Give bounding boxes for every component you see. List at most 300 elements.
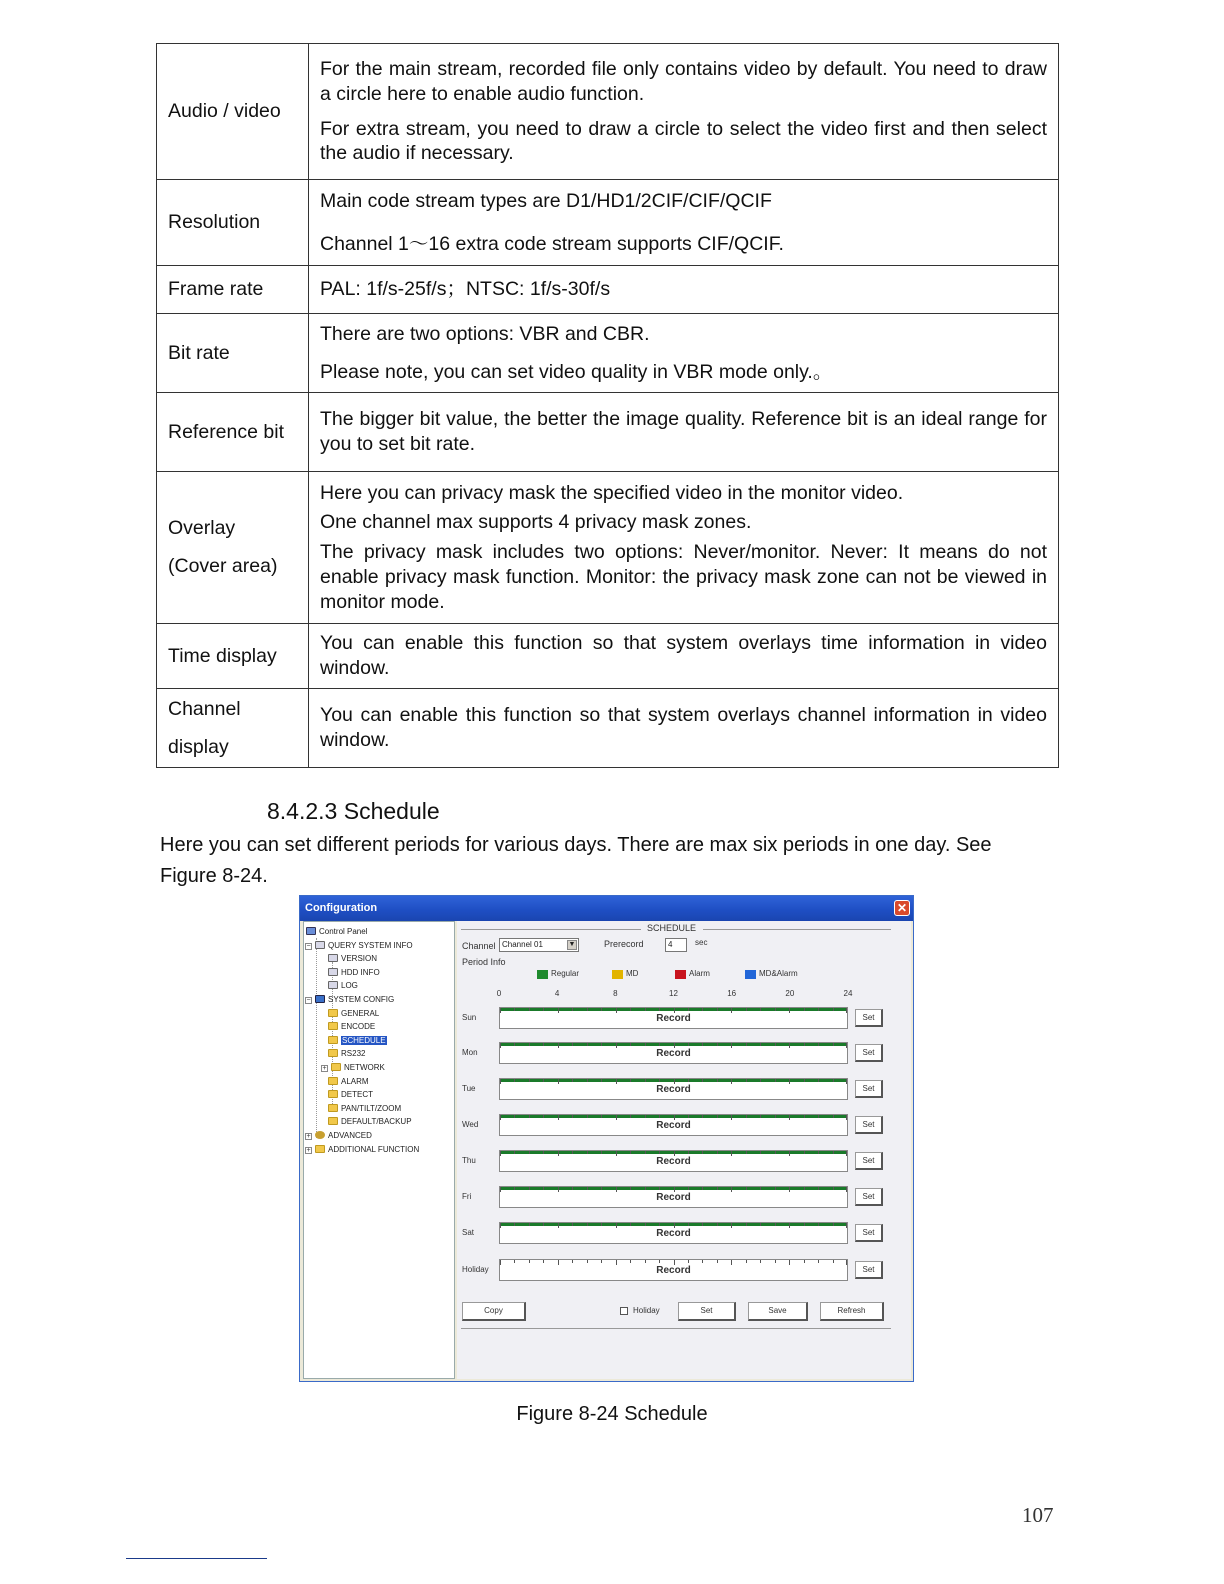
hour-tick-label: 20 [785, 989, 795, 998]
tree-item-label: SCHEDULE [342, 1035, 386, 1045]
folder-icon [315, 1145, 325, 1153]
hour-tick [601, 1187, 602, 1190]
legend-swatch [537, 970, 548, 979]
hour-tick [717, 1008, 718, 1011]
hour-tick [717, 1223, 718, 1226]
hour-tick [587, 1260, 588, 1263]
hour-tick-label: 16 [727, 989, 737, 998]
expand-icon[interactable]: + [306, 1146, 311, 1154]
schedule-bar-label: Record [656, 1084, 691, 1095]
hour-tick [587, 1079, 588, 1082]
tree-item-label: VERSION [341, 954, 378, 964]
hour-tick [645, 1187, 646, 1190]
row-key-cell [157, 472, 309, 624]
close-icon[interactable]: ✕ [894, 900, 910, 916]
hour-tick-label: 24 [843, 989, 853, 998]
hour-tick [717, 1043, 718, 1046]
tree-item[interactable] [305, 994, 394, 1005]
row-description-paragraph: Here you can privacy mask the specified video in the monitor video. [320, 481, 904, 504]
hour-tick [572, 1079, 573, 1082]
hour-tick [702, 1223, 703, 1226]
hour-tick [645, 1008, 646, 1011]
schedule-bar-label: Record [656, 1156, 691, 1167]
schedule-bar[interactable] [499, 1114, 848, 1136]
hour-tick [818, 1043, 819, 1046]
hour-tick [630, 1151, 631, 1154]
hour-tick [543, 1260, 544, 1263]
hour-tick [572, 1151, 573, 1154]
hour-tick [818, 1008, 819, 1011]
row-description-paragraph: There are two options: VBR and CBR. [320, 322, 650, 345]
hour-tick [818, 1079, 819, 1082]
hour-tick [688, 1115, 689, 1118]
intro-paragraph: Here you can set different periods for various days. There are max six periods in one day. See Figure 8-24. [160, 834, 992, 888]
legend-label: MD [626, 969, 639, 978]
hour-tick [645, 1115, 646, 1118]
set-button[interactable]: Set [678, 1302, 736, 1321]
folder-icon [328, 1009, 338, 1017]
tree-item-label: HDD INFO [341, 967, 380, 977]
legend-swatch [675, 970, 686, 979]
table-row [157, 314, 1059, 393]
hour-tick [645, 1151, 646, 1154]
row-key-cell [157, 624, 309, 689]
tree-item-label: RS232 [341, 1049, 366, 1059]
hour-tick [688, 1079, 689, 1082]
figure-caption: Figure 8-24 Schedule [516, 1403, 708, 1425]
footnote-rule [126, 1558, 267, 1559]
folder-icon [328, 1049, 338, 1057]
hour-tick [529, 1043, 530, 1046]
tree-item-label: ENCODE [341, 1022, 376, 1032]
refresh-button[interactable]: Refresh [820, 1302, 884, 1321]
row-description-paragraph: The privacy mask includes two options: Never/monitor. Never: It means do not enable privacy mask function. Monitor: the privacy mask zone can not be viewed in monitor mode. [320, 541, 1047, 613]
hour-tick [775, 1043, 776, 1046]
hour-tick [529, 1008, 530, 1011]
section-heading: 8.4.2.3 Schedule [267, 798, 440, 824]
schedule-bar[interactable] [499, 1007, 848, 1029]
hour-tick [746, 1187, 747, 1190]
hour-tick [702, 1260, 703, 1263]
row-description-paragraph: You can enable this function so that system overlays time information in video window. [320, 632, 1047, 679]
folder-icon [328, 1077, 338, 1085]
hour-tick [543, 1151, 544, 1154]
day-label: Sat [462, 1228, 475, 1237]
hour-tick [543, 1187, 544, 1190]
hour-tick [645, 1079, 646, 1082]
row-description-paragraph: You can enable this function so that system overlays channel information in video window. [320, 704, 1047, 751]
tree-item-label: Control Panel [319, 927, 368, 936]
row-description-cell [309, 624, 1059, 689]
doc-icon [328, 968, 338, 976]
tree-item[interactable] [328, 953, 377, 964]
row-description-paragraph: For the main stream, recorded file only contains video by default. You need to draw a circle here to enable audio function. [320, 58, 1047, 105]
schedule-bar[interactable] [499, 1078, 848, 1100]
hour-tick [572, 1223, 573, 1226]
hour-tick [543, 1079, 544, 1082]
hour-tick [818, 1115, 819, 1118]
tree-item-label: SYSTEM CONFIG [328, 995, 395, 1004]
row-key-label: Resolution [168, 211, 261, 234]
tree-item[interactable] [306, 926, 367, 937]
tree-item[interactable] [305, 940, 413, 951]
hour-tick [804, 1187, 805, 1190]
tree-item-label: DETECT [341, 1090, 373, 1100]
period-info-label: Period Info [462, 957, 506, 967]
hour-tick [514, 1079, 515, 1082]
hour-tick [529, 1079, 530, 1082]
hour-tick-label: 8 [613, 989, 618, 998]
hour-tick [760, 1115, 761, 1118]
hour-tick [746, 1260, 747, 1263]
hour-tick [760, 1043, 761, 1046]
hour-tick [587, 1223, 588, 1226]
tree-item-label: PAN/TILT/ZOOM [341, 1103, 402, 1113]
day-label: Fri [462, 1192, 472, 1201]
row-key-label: Reference bit [168, 420, 284, 443]
hour-tick [804, 1115, 805, 1118]
hour-tick [572, 1187, 573, 1190]
divider [461, 1328, 891, 1329]
hour-tick [659, 1079, 660, 1082]
channel-select[interactable] [499, 938, 579, 952]
schedule-bar-label: Record [656, 1048, 691, 1059]
day-set-button[interactable]: Set [855, 1009, 883, 1027]
row-description-cell [309, 266, 1059, 314]
hour-tick [630, 1115, 631, 1118]
row-description-cell [309, 393, 1059, 472]
hour-tick [833, 1151, 834, 1154]
save-button[interactable]: Save [748, 1302, 808, 1321]
hour-tick [543, 1223, 544, 1226]
schedule-bar-label: Record [656, 1265, 691, 1276]
hour-tick [760, 1260, 761, 1263]
info-icon [315, 941, 325, 949]
tree-item[interactable] [328, 1021, 375, 1032]
tree-item[interactable] [328, 1116, 412, 1127]
hour-tick [514, 1151, 515, 1154]
day-set-button[interactable]: Set [855, 1152, 883, 1170]
collapse-icon[interactable]: − [306, 997, 311, 1004]
tree-item[interactable] [328, 1048, 365, 1059]
row-key-label: Audio / video [168, 100, 281, 123]
prerecord-unit: sec [695, 938, 708, 947]
tree-item[interactable] [328, 1035, 387, 1046]
hour-tick [514, 1187, 515, 1190]
tree-item-label: ADDITIONAL FUNCTION [328, 1144, 420, 1154]
row-key-label: display [168, 735, 229, 758]
control-panel-tree [303, 921, 455, 1379]
schedule-section-title: SCHEDULE [647, 923, 697, 933]
hour-tick [572, 1260, 573, 1263]
hour-tick [746, 1115, 747, 1118]
hour-tick [804, 1151, 805, 1154]
hour-tick [833, 1008, 834, 1011]
day-set-button[interactable]: Set [855, 1044, 883, 1062]
schedule-bar-label: Record [656, 1120, 691, 1131]
schedule-bar[interactable] [499, 1259, 848, 1281]
hour-tick [514, 1223, 515, 1226]
hour-tick [833, 1043, 834, 1046]
folder-icon [328, 1090, 338, 1098]
hour-tick [529, 1223, 530, 1226]
hour-tick [514, 1043, 515, 1046]
hour-tick [760, 1008, 761, 1011]
parameter-table [156, 43, 1059, 768]
hour-tick [818, 1151, 819, 1154]
hour-tick [804, 1043, 805, 1046]
hour-tick [645, 1043, 646, 1046]
hour-tick [702, 1187, 703, 1190]
hour-tick [572, 1115, 573, 1118]
expand-icon[interactable]: + [322, 1065, 327, 1072]
folder-icon [328, 1022, 338, 1030]
hour-tick [645, 1260, 646, 1263]
schedule-panel [457, 921, 911, 1379]
hour-tick [543, 1115, 544, 1118]
hour-tick [688, 1187, 689, 1190]
schedule-bar[interactable] [499, 1150, 848, 1172]
tree-item-label: LOG [341, 981, 358, 991]
row-key-cell [157, 314, 309, 393]
hour-tick [587, 1008, 588, 1011]
tree-item-label: ADVANCED [328, 1131, 372, 1140]
table-row [157, 266, 1059, 314]
tree-item[interactable] [321, 1062, 385, 1073]
hour-tick [601, 1260, 602, 1263]
channel-label: Channel [462, 941, 496, 951]
hour-tick [746, 1043, 747, 1046]
hour-tick [804, 1008, 805, 1011]
hour-tick [630, 1187, 631, 1190]
table-row [157, 44, 1059, 180]
table-row [157, 624, 1059, 689]
hour-tick [775, 1151, 776, 1154]
hour-tick [659, 1187, 660, 1190]
row-key-label: (Cover area) [168, 555, 278, 577]
legend-label: MD&Alarm [759, 969, 798, 978]
row-description-paragraph: The bigger bit value, the better the image quality. Reference bit is an ideal range for you to set bit rate. [320, 408, 1047, 455]
hour-tick [529, 1115, 530, 1118]
hour-tick [702, 1043, 703, 1046]
table-row [157, 180, 1059, 266]
row-description-paragraph: Please note, you can set video quality in VBR mode only.。 [320, 360, 833, 383]
folder-icon [331, 1063, 341, 1071]
hour-tick [775, 1079, 776, 1082]
folder-icon [328, 1117, 338, 1125]
row-key-label: Time display [168, 644, 277, 667]
hour-tick [717, 1187, 718, 1190]
hour-tick [572, 1043, 573, 1046]
window-titlebar [300, 896, 913, 921]
day-label: Sun [462, 1013, 477, 1022]
day-set-button[interactable]: Set [855, 1188, 883, 1206]
table-row [157, 689, 1059, 768]
row-key-label: Bit rate [168, 341, 230, 364]
hour-tick [688, 1043, 689, 1046]
hour-tick [514, 1260, 515, 1263]
hour-tick [717, 1079, 718, 1082]
hour-tick [833, 1223, 834, 1226]
holiday-checkbox-label: Holiday [633, 1306, 660, 1315]
tree-item[interactable] [328, 1089, 373, 1100]
hour-tick [529, 1187, 530, 1190]
prerecord-input[interactable]: 4 [665, 938, 687, 952]
hour-tick [746, 1151, 747, 1154]
doc-icon [328, 954, 338, 962]
page-number: 107 [1022, 1503, 1054, 1527]
hour-tick [804, 1260, 805, 1263]
hour-tick [630, 1008, 631, 1011]
holiday-checkbox[interactable] [620, 1307, 628, 1315]
hour-tick [688, 1223, 689, 1226]
hour-tick [688, 1260, 689, 1263]
hour-tick-label: 4 [554, 989, 560, 998]
hour-tick [804, 1223, 805, 1226]
tree-item[interactable] [328, 980, 358, 991]
row-key-cell [157, 393, 309, 472]
hour-tick [630, 1043, 631, 1046]
divider [703, 929, 891, 930]
divider [461, 929, 641, 930]
hour-tick [702, 1008, 703, 1011]
hour-tick [717, 1115, 718, 1118]
tree-item[interactable] [328, 1103, 401, 1114]
hour-tick [702, 1151, 703, 1154]
system-icon [315, 995, 325, 1003]
legend-swatch [612, 970, 623, 979]
advanced-icon [315, 1131, 325, 1139]
hour-tick [746, 1079, 747, 1082]
hour-tick [659, 1008, 660, 1011]
legend-swatch [745, 970, 756, 979]
hour-tick [717, 1260, 718, 1263]
tree-item[interactable] [305, 1130, 372, 1141]
hour-tick [760, 1151, 761, 1154]
day-set-button[interactable]: Set [855, 1116, 883, 1134]
hour-tick [688, 1151, 689, 1154]
tree-item-label: GENERAL [341, 1008, 380, 1018]
hour-tick [659, 1260, 660, 1263]
hour-tick [775, 1008, 776, 1011]
hour-tick [833, 1115, 834, 1118]
hour-tick [529, 1260, 530, 1263]
row-key-label: Overlay [168, 517, 236, 540]
schedule-bar-label: Record [656, 1192, 691, 1203]
hour-tick [702, 1115, 703, 1118]
hour-tick [587, 1151, 588, 1154]
row-description-cell [309, 314, 1059, 393]
row-key-cell [157, 266, 309, 314]
hour-tick [659, 1151, 660, 1154]
hour-tick [702, 1079, 703, 1082]
hour-tick [688, 1008, 689, 1011]
hour-tick [630, 1079, 631, 1082]
hour-tick [775, 1223, 776, 1226]
hour-tick [818, 1223, 819, 1226]
hour-tick [514, 1008, 515, 1011]
hour-tick [601, 1008, 602, 1011]
expand-icon[interactable]: + [306, 1133, 311, 1140]
hour-tick-label: 0 [496, 989, 502, 998]
row-description-cell [309, 44, 1059, 180]
row-key-label: Frame rate [168, 278, 264, 301]
day-set-button[interactable]: Set [855, 1080, 883, 1098]
hour-tick [760, 1079, 761, 1082]
hour-tick [775, 1187, 776, 1190]
hour-tick [543, 1043, 544, 1046]
row-key-cell [157, 689, 309, 768]
hour-tick [775, 1260, 776, 1263]
row-description-paragraph: For extra stream, you need to draw a circle to select the video first and then select the audio if necessary. [320, 117, 1047, 165]
hour-tick [833, 1079, 834, 1082]
row-description-paragraph: One channel max supports 4 privacy mask zones. [320, 511, 752, 534]
tree-item[interactable] [305, 1144, 419, 1155]
hour-tick [818, 1260, 819, 1263]
window-title: Configuration [305, 902, 378, 914]
tree-item[interactable] [328, 1076, 369, 1087]
hour-tick [587, 1187, 588, 1190]
hour-tick [717, 1151, 718, 1154]
schedule-bar-label: Record [656, 1228, 691, 1239]
chevron-down-icon[interactable]: ▼ [568, 941, 576, 948]
row-description-paragraph: PAL: 1f/s-25f/s；NTSC: 1f/s-30f/s [320, 278, 611, 301]
row-key-cell [157, 180, 309, 266]
table-row [157, 393, 1059, 472]
hour-tick [659, 1223, 660, 1226]
hour-tick [804, 1079, 805, 1082]
hour-tick [587, 1043, 588, 1046]
hour-tick [833, 1260, 834, 1263]
hour-tick [572, 1008, 573, 1011]
tree-item[interactable] [328, 1008, 379, 1019]
schedule-bar[interactable] [499, 1042, 848, 1064]
schedule-bar[interactable] [499, 1222, 848, 1244]
legend-label: Regular [551, 969, 580, 978]
row-description-paragraph: Channel 1～16 extra code stream supports CIF/QCIF. [320, 232, 784, 255]
day-label: Thu [462, 1156, 476, 1165]
day-label: Mon [462, 1048, 478, 1057]
day-label: Tue [462, 1084, 476, 1093]
schedule-bar-label: Record [656, 1013, 691, 1024]
legend-label: Alarm [689, 969, 710, 978]
configuration-window [299, 895, 914, 1382]
tree-item[interactable] [328, 967, 380, 978]
tree-item-label: DEFAULT/BACKUP [341, 1117, 412, 1127]
row-key-label: Channel [168, 697, 241, 720]
day-label: Wed [462, 1120, 479, 1129]
hour-tick [630, 1260, 631, 1263]
collapse-icon[interactable]: − [306, 942, 311, 950]
hour-tick [601, 1079, 602, 1082]
hour-tick [601, 1115, 602, 1118]
row-description-cell [309, 180, 1059, 266]
day-set-button[interactable]: Set [855, 1261, 883, 1279]
hour-tick [630, 1223, 631, 1226]
day-set-button[interactable]: Set [855, 1224, 883, 1242]
hour-tick [833, 1187, 834, 1190]
tree-connector [316, 938, 317, 1138]
row-description-cell [309, 472, 1059, 624]
hour-tick [746, 1223, 747, 1226]
hour-tick [659, 1043, 660, 1046]
hour-tick [601, 1151, 602, 1154]
prerecord-label: Prerecord [604, 939, 644, 949]
hour-tick [543, 1008, 544, 1011]
copy-button[interactable]: Copy [462, 1302, 526, 1321]
hour-tick [601, 1043, 602, 1046]
schedule-bar[interactable] [499, 1186, 848, 1208]
